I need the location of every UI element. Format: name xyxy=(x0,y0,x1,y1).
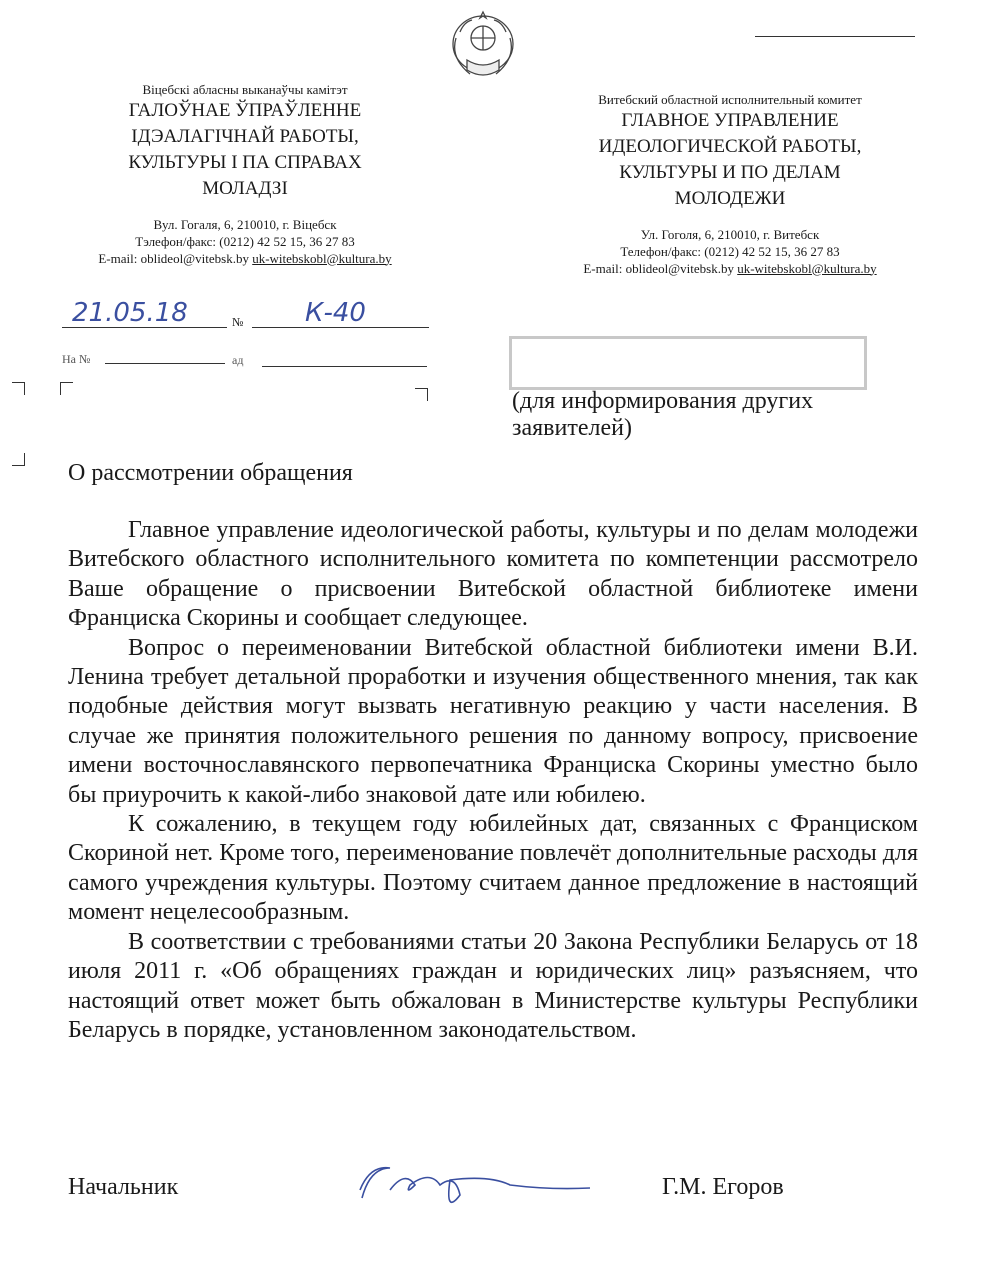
email: E-mail: oblideol@vitebsk.by xyxy=(98,250,249,266)
org-title-line: ГЛАВНОЕ УПРАВЛЕНИЕ xyxy=(621,109,839,131)
paragraph: Главное управление идеологической работы, культуры и по делам молодежи Витебского областного исполнительного комитета по компетенции рассмотрело Ваше обращение о присвоении Витебской областной библиотеке имени Франциска Скорины и сообщает следующее. xyxy=(68,517,918,632)
number-handwritten: К-40 xyxy=(305,298,366,328)
address: Вул. Гогаля, 6, 210010, г. Віцебск xyxy=(153,216,337,232)
email-link[interactable]: uk-witebskobl@kultura.by xyxy=(252,250,392,266)
org-title-line: ІДЭАЛАГІЧНАЙ РАБОТЫ, xyxy=(131,125,359,147)
paragraph: Вопрос о переименовании Витебской областной библиотеки имени В.И. Ленина требует детальной проработки и изучения общественного мнения, так как подобные действия могут вызвать негативную реакцию у части населения. В случае же принятия положительного решения по данному вопросу, присвоение имени восточнославянского первопечатника Франциска Скорины уместно было бы приурочить к какой-либо знаковой дате или юбилею. xyxy=(68,634,918,808)
email-link[interactable]: uk-witebskobl@kultura.by xyxy=(737,260,877,276)
paragraph: К сожалению, в текущем году юбилейных дат, связанных с Франциском Скориной нет. Кроме того, переименование повлечёт дополнительные расходы для самого учреждения культуры. Поэтому считаем данное предложение в настоящий момент нецелесообразным. xyxy=(68,811,918,926)
handwritten-signature xyxy=(340,1160,640,1210)
corner-mark xyxy=(60,382,73,395)
corner-mark xyxy=(12,453,25,466)
phone: Телефон/факс: (0212) 42 52 15, 36 27 83 xyxy=(620,243,840,259)
number-label: № xyxy=(232,315,244,329)
committee-name: Віцебскі абласны выканаўчы камітэт xyxy=(142,82,348,97)
org-title-line: КУЛЬТУРЫ И ПО ДЕЛАМ xyxy=(619,161,841,183)
phone: Тэлефон/факс: (0212) 42 52 15, 36 27 83 xyxy=(135,233,355,249)
reply-from-line xyxy=(262,366,427,367)
header-right xyxy=(550,92,910,277)
corner-mark xyxy=(415,388,428,401)
signatory-position: Начальник xyxy=(68,1174,179,1200)
redacted-recipient xyxy=(509,336,867,390)
org-title-line: МОЛАДЗІ xyxy=(202,177,288,199)
recipient-note: (для информирования других заявителей) xyxy=(512,388,814,441)
org-title-line: ИДЕОЛОГИЧЕСКОЙ РАБОТЫ, xyxy=(598,135,862,157)
corner-mark xyxy=(12,382,25,395)
committee-name: Витебский областной исполнительный комитет xyxy=(598,92,862,107)
org-title-line: КУЛЬТУРЫ І ПА СПРАВАХ xyxy=(128,151,362,173)
header-left xyxy=(70,82,420,267)
date-handwritten: 21.05.18 xyxy=(72,298,188,328)
signatory-name: Г.М. Егоров xyxy=(662,1174,784,1200)
email: E-mail: oblideol@vitebsk.by xyxy=(583,260,734,276)
org-title-line: ГАЛОЎНАЕ ЎПРАЎЛЕННЕ xyxy=(128,99,362,121)
subject-line: О рассмотрении обращения xyxy=(68,460,353,486)
state-emblem-icon xyxy=(442,8,524,84)
address: Ул. Гоголя, 6, 210010, г. Витебск xyxy=(640,226,820,242)
org-title-line: МОЛОДЕЖИ xyxy=(674,187,786,209)
letter-body xyxy=(68,516,918,1045)
reply-from-label: ад xyxy=(232,353,244,367)
top-rule xyxy=(755,36,915,37)
reply-number-line xyxy=(105,363,225,364)
paragraph: В соответствии с требованиями статьи 20 Закона Республики Беларусь от 18 июля 2011 г. «Об обращениях граждан и юридических лиц» разъясняем, что настоящий ответ может быть обжалован в Министерстве культуры Республики Беларусь в порядке, установленном законодательством. xyxy=(68,928,918,1043)
reply-number-label: На № xyxy=(62,352,91,366)
